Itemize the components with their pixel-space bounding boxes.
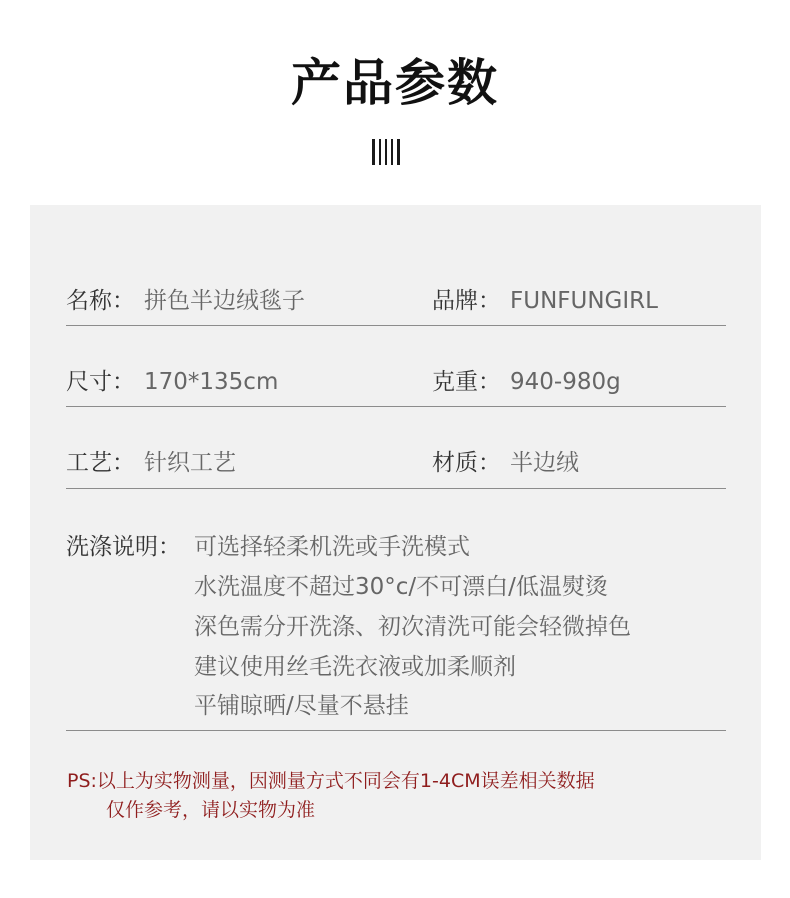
material-label: 材质： [432, 450, 501, 476]
brand-label: 品牌： [432, 288, 501, 314]
spec-row-name-brand [66, 286, 726, 326]
title-decoration-icon [372, 139, 402, 165]
craft-value: 针织工艺 [144, 450, 236, 476]
name-value: 拼色半边绒毯子 [144, 288, 305, 314]
size-value: 170*135cm [144, 369, 279, 395]
wash-line: 建议使用丝毛洗衣液或加柔顺剂 [194, 654, 516, 680]
spec-card [30, 205, 761, 860]
name-label: 名称： [66, 288, 135, 314]
weight-label: 克重： [432, 369, 501, 395]
measurement-note: PS:以上为实物测量，因测量方式不同会有1-4CM误差相关数据 [67, 770, 595, 792]
weight-value: 940-980g [510, 369, 621, 395]
wash-label: 洗涤说明： [66, 534, 181, 560]
size-label: 尺寸： [66, 369, 135, 395]
wash-instructions [66, 532, 726, 731]
wash-line: 水洗温度不超过30°c/不可漂白/低温熨烫 [194, 574, 608, 600]
material-value: 半边绒 [510, 450, 579, 476]
page-title: 产品参数 [291, 54, 499, 112]
brand-value: FUNFUNGIRL [510, 288, 658, 314]
wash-line: 深色需分开洗涤、初次清洗可能会轻微掉色 [194, 614, 631, 640]
wash-line: 可选择轻柔机洗或手洗模式 [194, 534, 470, 560]
measurement-note-continued: 仅作参考，请以实物为准 [106, 799, 316, 821]
spec-row-craft-material [66, 448, 726, 489]
craft-label: 工艺： [66, 450, 135, 476]
wash-line: 平铺晾晒/尽量不悬挂 [194, 693, 409, 719]
spec-row-size-weight [66, 367, 726, 407]
